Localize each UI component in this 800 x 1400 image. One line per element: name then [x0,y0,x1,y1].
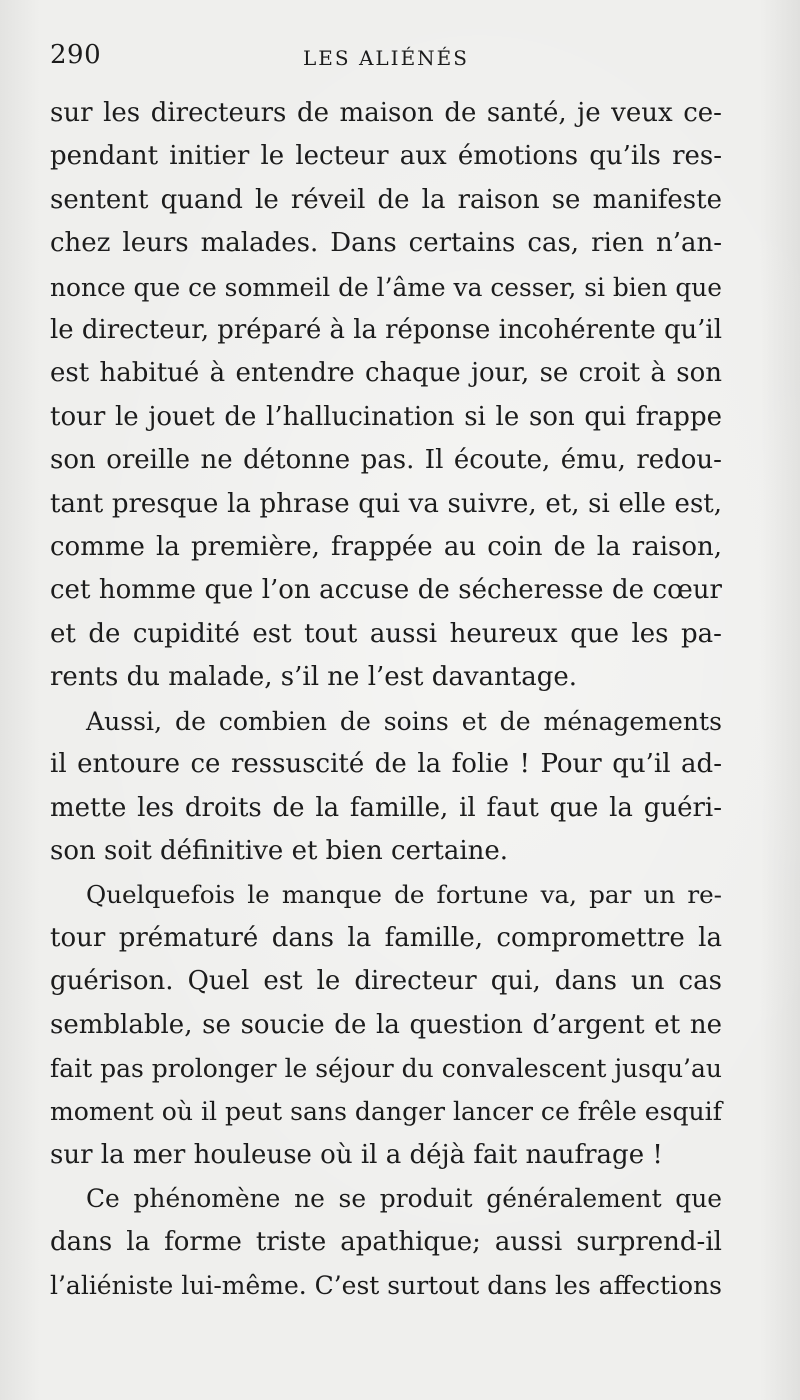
paragraph [50,92,722,700]
text-line: son oreille ne détonne pas. Il écoute, ému, redou- [50,445,722,476]
text-line: fait pas prolonger le séjour du convalescent jusqu’au [50,1053,722,1083]
text-line: il entoure ce ressuscité de la folie ! Pour qu’il ad- [50,749,722,780]
paragraph [50,700,722,874]
text-line: sur les directeurs de maison de santé, je veux ce- [50,98,722,128]
paragraph [50,1177,722,1307]
text-line: moment où il peut sans danger lancer ce frêle esquif [50,1097,722,1127]
text-line: Aussi, de combien de soins et de ménagements [86,706,722,736]
body-text [50,92,722,1307]
running-title: LES ALIÉNÉS [303,46,469,70]
text-line: mette les droits de la famille, il faut que la guéri- [50,792,723,823]
text-line: dans la forme triste apathique; aussi surprend-il [50,1226,722,1257]
text-line: Ce phénomène ne se produit généralement que [86,1184,722,1214]
page-header [50,40,722,84]
text-line: tour prématuré dans la famille, compromettre la [50,922,722,953]
text-line: son soit définitive et bien certaine. [50,835,509,866]
text-line: nonce que ce sommeil de l’âme va cesser, si bien que [50,272,722,302]
text-line: comme la première, frappée au coin de la raison, [50,532,723,563]
text-line: est habitué à entendre chaque jour, se croit à son [50,358,722,389]
text-line: l’aliéniste lui-même. C’est surtout dans les affections [50,1270,722,1300]
text-line: tour le jouet de l’hallucination si le son qui frappe [50,401,722,432]
page-number: 290 [50,40,102,70]
paragraph [50,873,722,1177]
text-line: et de cupidité est tout aussi heureux que les pa- [50,618,722,649]
text-line: le directeur, préparé à la réponse incohérente qu’il [50,315,722,346]
text-line: chez leurs malades. Dans certains cas, rien n’an- [50,228,723,259]
text-line: guérison. Quel est le directeur qui, dans un cas [50,966,722,997]
text-line: semblable, se soucie de la question d’argent et ne [50,1009,722,1040]
text-line: sentent quand le réveil de la raison se manifeste [50,184,722,215]
text-line: cet homme que l’on accuse de sécheresse de cœur [50,575,722,606]
text-line: Quelquefois le manque de fortune va, par un re- [86,880,722,910]
text-line: rents du malade, s’il ne l’est davantage. [50,662,578,693]
text-line: tant presque la phrase qui va suivre, et, si elle est, [50,488,723,519]
text-line: sur la mer houleuse où il a déjà fait naufrage ! [50,1139,663,1170]
text-line: pendant initier le lecteur aux émotions qu’ils res- [50,141,723,172]
